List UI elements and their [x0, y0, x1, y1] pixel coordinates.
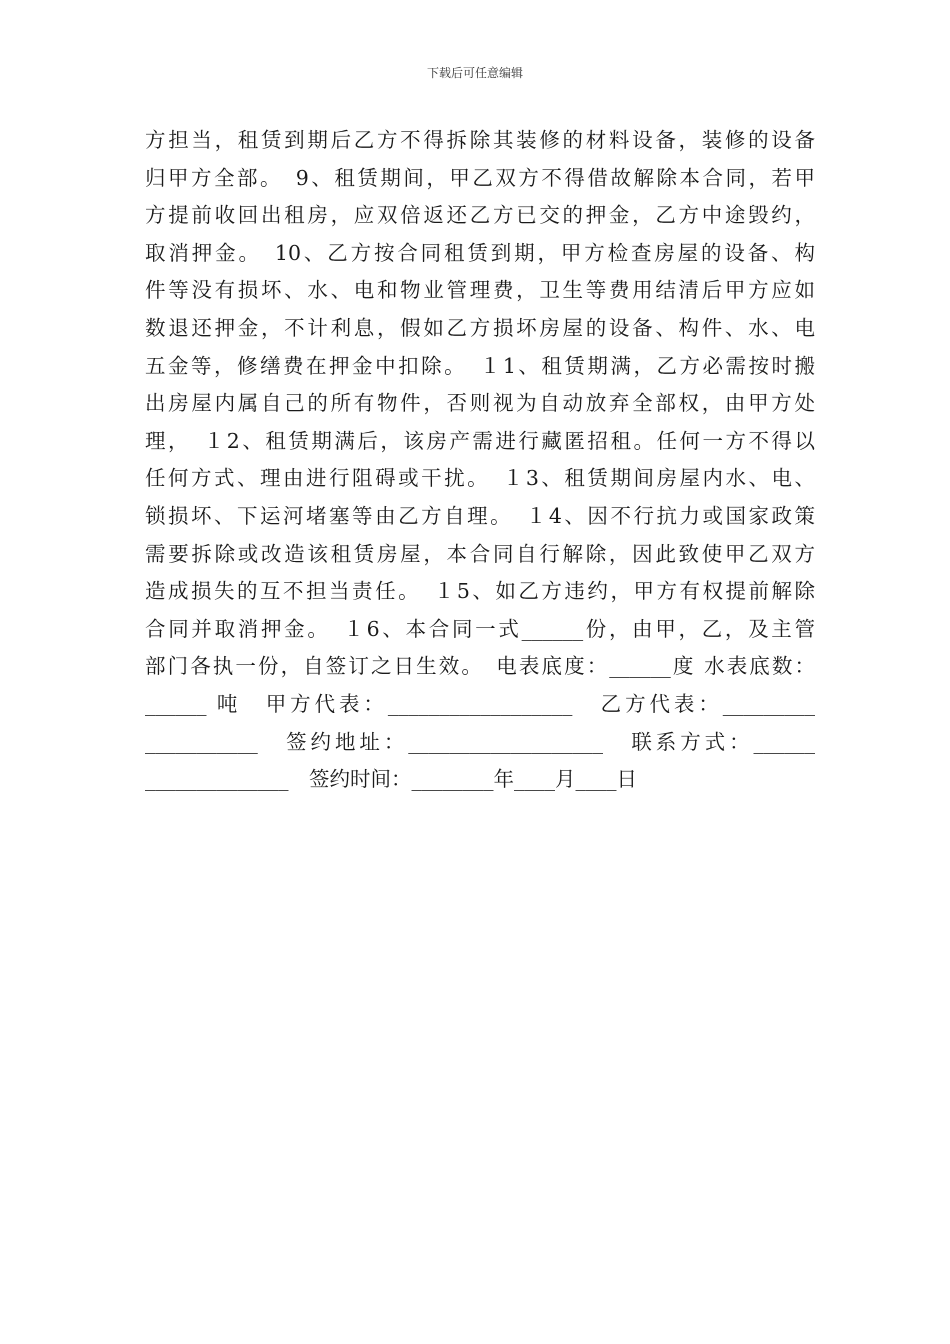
body-line-17: ___________ 签约地址：___________________ 联系方式：______ [145, 729, 815, 754]
body-line-15: 部门各执一份，自签订之日生效。 电表底度：______度 水表底数： [145, 654, 815, 679]
contract-body [145, 122, 815, 799]
body-line-9: 理， １2、租赁期满后，该房产需进行藏匿招租。任何一方不得以 [145, 428, 815, 453]
body-line-2: 归甲方全部。 9、租赁期间，甲乙双方不得借故解除本合同，若甲 [145, 165, 815, 190]
body-line-7: 五金等，修缮费在押金中扣除。 １1、租赁期满，乙方必需按时搬 [145, 353, 815, 378]
body-line-10: 任何方式、理由进行阻碍或干扰。 １3、租赁期间房屋内水、电、 [145, 466, 815, 491]
body-line-12: 需要拆除或改造该租赁房屋，本合同自行解除，因此致使甲乙双方 [145, 541, 815, 566]
body-line-11: 锁损坏、下运河堵塞等由乙方自理。 １4、因不行抗力或国家政策 [145, 503, 815, 528]
body-line-3: 方提前收回出租房，应双倍返还乙方已交的押金，乙方中途毁约， [145, 203, 815, 228]
body-line-8: 出房屋内属自己的所有物件，否则视为自动放弃全部权，由甲方处 [145, 391, 815, 416]
body-line-6: 数退还押金，不计利息，假如乙方损坏房屋的设备、构件、水、电 [145, 315, 815, 340]
body-line-5: 件等没有损坏、水、电和物业管理费，卫生等费用结清后甲方应如 [145, 278, 815, 303]
page-header: 下载后可任意编辑 [426, 66, 523, 80]
body-line-14: 合同并取消押金。 １6、本合同一式______份，由甲，乙，及主管 [145, 616, 815, 641]
body-line-1: 方担当，租赁到期后乙方不得拆除其装修的材料设备，装修的设备 [145, 128, 815, 152]
body-line-18: ______________ 签约时间：________年____月____日 [145, 767, 637, 792]
body-line-16: ______ 吨 甲方代表：__________________ 乙方代表：_________ [145, 691, 815, 716]
body-line-4: 取消押金。 10、乙方按合同租赁到期，甲方检查房屋的设备、构 [145, 240, 815, 265]
body-line-13: 造成损失的互不担当责任。 １5、如乙方违约，甲方有权提前解除 [145, 579, 815, 604]
